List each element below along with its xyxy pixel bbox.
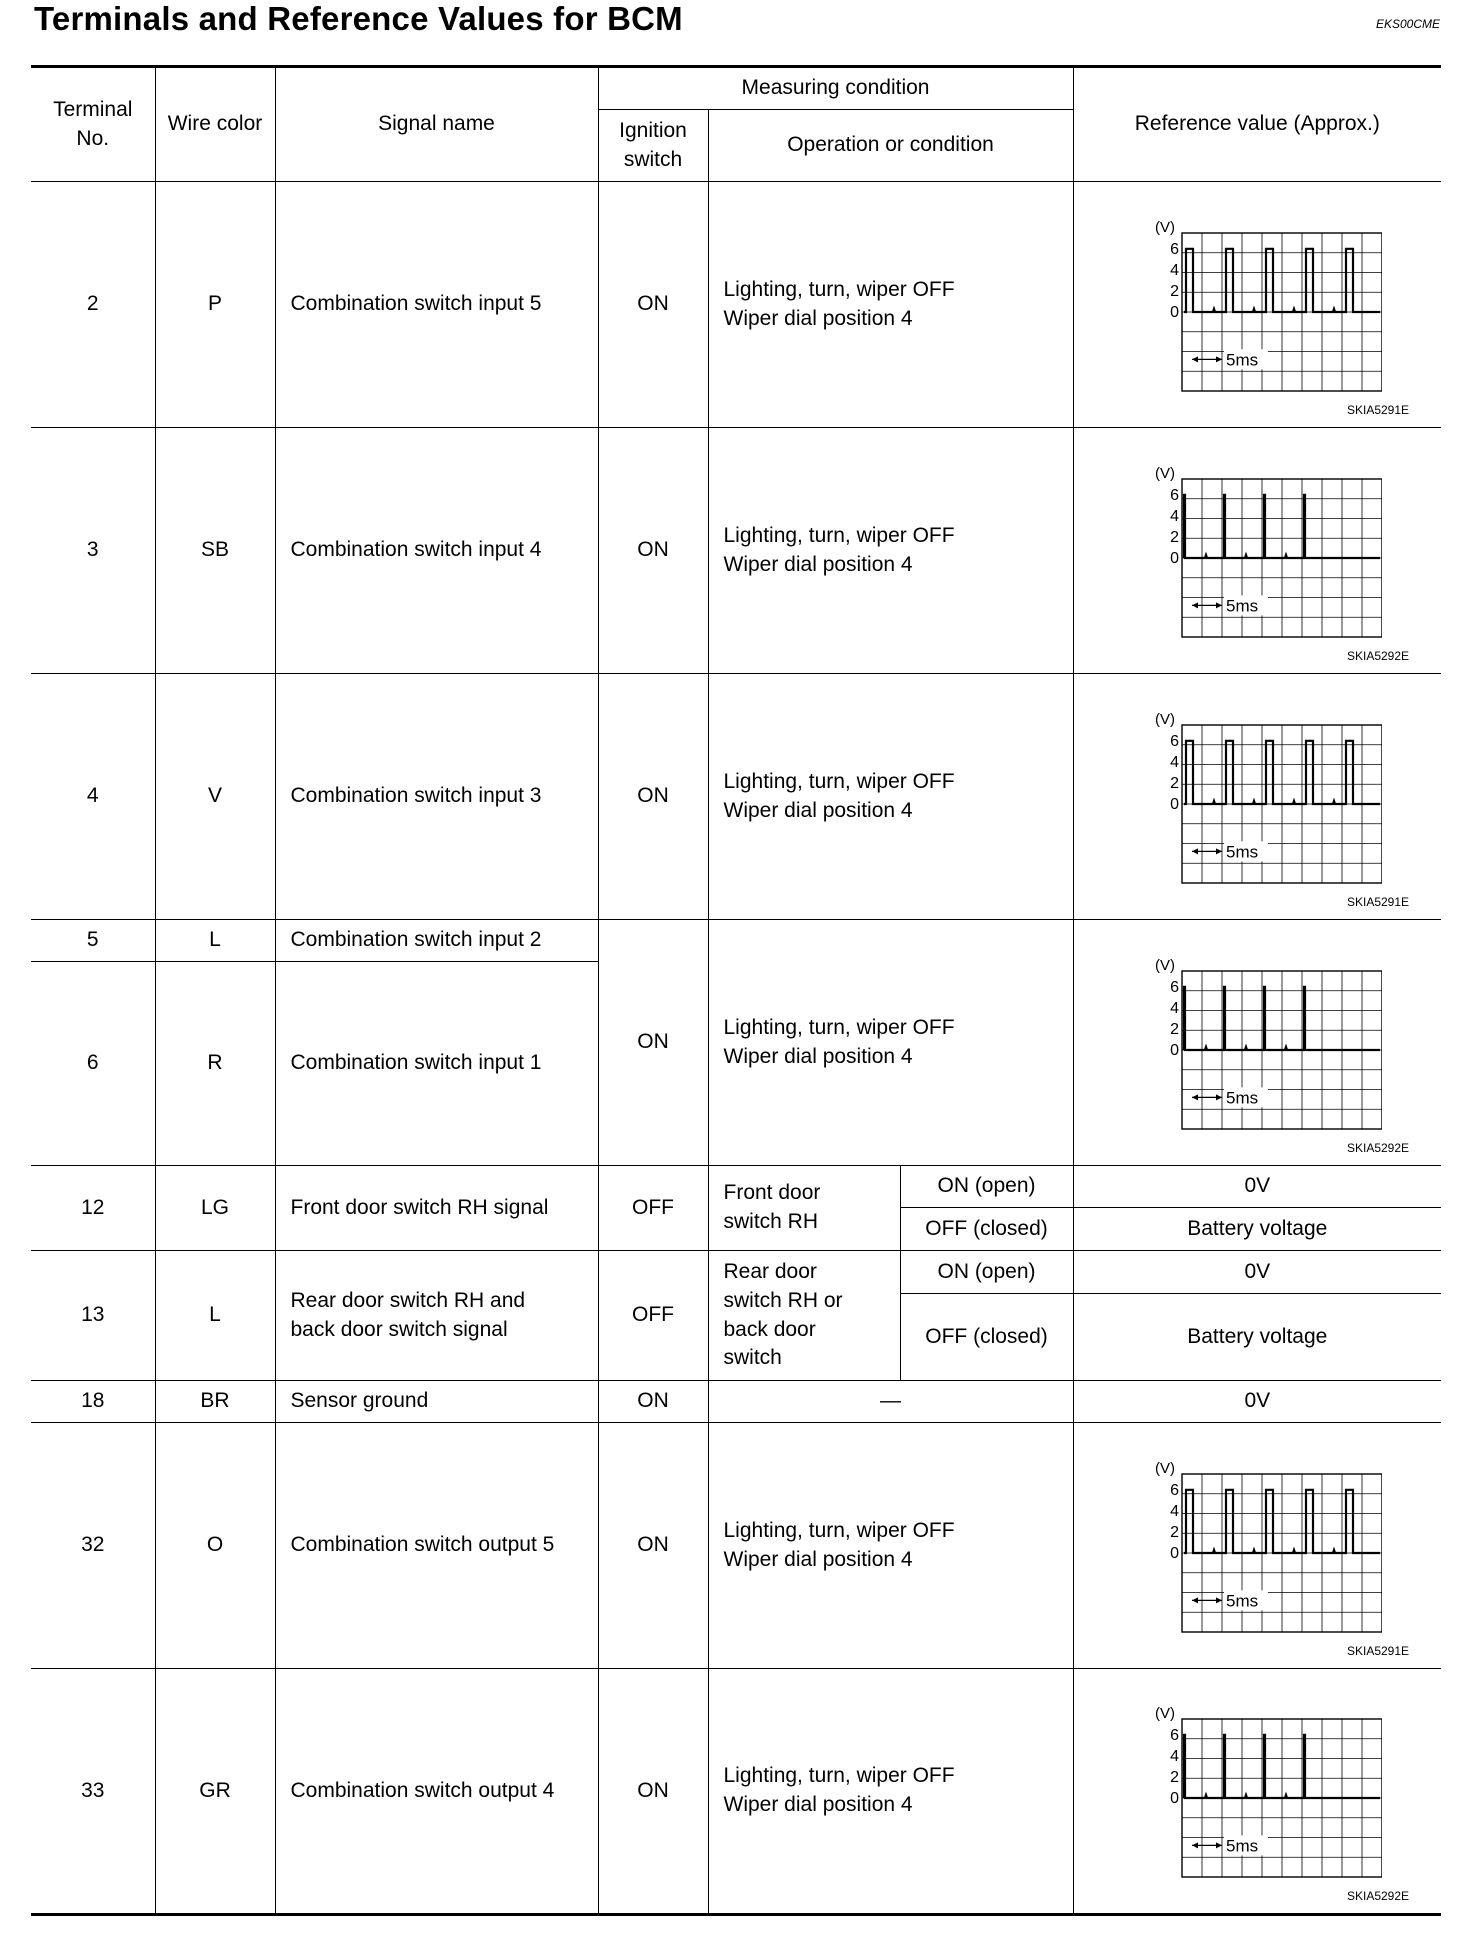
terminal-number: 3: [31, 428, 155, 674]
table-row: [31, 1669, 1441, 1915]
y-tick-label: 2: [1170, 528, 1180, 546]
operation-line: Wiper dial position 4: [723, 306, 913, 330]
switch-name: Front door switch RH: [708, 1166, 900, 1251]
figure-code: SKIA5292E: [1346, 1889, 1410, 1904]
y-tick-label: 4: [1170, 507, 1180, 525]
volt-unit-label: (V): [1155, 1459, 1176, 1477]
y-tick-label: 4: [1170, 999, 1180, 1017]
y-tick-label: 4: [1170, 753, 1180, 771]
header-measuring-condition: Measuring condition: [598, 67, 1073, 110]
switch-name-line: Rear door: [723, 1259, 817, 1283]
arrow-right-icon: [1216, 1094, 1222, 1100]
arrow-right-icon: [1216, 1597, 1222, 1603]
terminal-number: 33: [31, 1669, 155, 1915]
wire-color: GR: [155, 1669, 275, 1915]
table-row: [31, 1166, 1441, 1208]
document-id: EKS00CME: [1375, 17, 1440, 31]
volt-unit-label: (V): [1155, 218, 1176, 236]
signal-name-line: back door switch signal: [290, 1317, 508, 1341]
time-scale-label: 5ms: [1226, 595, 1259, 615]
ignition-switch: ON: [598, 1669, 708, 1915]
switch-name-line: switch: [723, 1346, 782, 1370]
arrow-right-icon: [1216, 356, 1222, 362]
waveform-graph: [1132, 215, 1382, 395]
ignition-switch: ON: [598, 674, 708, 920]
ignition-switch: OFF: [598, 1166, 708, 1251]
table-row: [31, 674, 1441, 920]
bcm-terminals-table: [31, 65, 1441, 1916]
reference-value: 0V: [1073, 1251, 1441, 1294]
wire-color: V: [155, 674, 275, 920]
operation-line: Wiper dial position 4: [723, 1044, 913, 1068]
reference-waveform-cell: [1073, 428, 1441, 674]
waveform-graph: [1132, 707, 1382, 887]
table-row: [31, 1423, 1441, 1669]
operation-line: Wiper dial position 4: [723, 552, 913, 576]
time-scale-label: 5ms: [1226, 349, 1259, 369]
arrow-left-icon: [1192, 1842, 1198, 1848]
signal-name: [275, 1251, 598, 1381]
wire-color: R: [155, 962, 275, 1166]
table-row: [31, 428, 1441, 674]
y-tick-label: 2: [1170, 1020, 1180, 1038]
signal-name-line: Rear door switch RH and: [290, 1288, 526, 1312]
condition-off: OFF (closed): [900, 1294, 1073, 1381]
header-reference-value: Reference value (Approx.): [1073, 67, 1441, 182]
signal-name: Combination switch input 2: [275, 920, 598, 962]
reference-waveform-cell: [1073, 1669, 1441, 1915]
operation-line: Wiper dial position 4: [723, 1547, 913, 1571]
switch-name: [708, 1251, 900, 1381]
header-terminal-no: Terminal No.: [31, 67, 155, 182]
y-tick-label: 4: [1170, 1502, 1180, 1520]
y-tick-label: 0: [1170, 1790, 1180, 1807]
arrow-left-icon: [1192, 356, 1198, 362]
time-scale-label: 5ms: [1226, 841, 1259, 861]
table-row: [31, 920, 1441, 962]
y-tick-label: 6: [1170, 1481, 1180, 1499]
signal-name: Combination switch output 4: [275, 1669, 598, 1915]
arrow-left-icon: [1192, 1094, 1198, 1100]
arrow-right-icon: [1216, 1842, 1222, 1848]
signal-name: Combination switch input 3: [275, 674, 598, 920]
y-tick-label: 6: [1170, 1726, 1180, 1744]
reference-value: Battery voltage: [1073, 1294, 1441, 1381]
signal-name: Combination switch output 5: [275, 1423, 598, 1669]
signal-name: Combination switch input 5: [275, 182, 598, 428]
y-tick-label: 2: [1170, 774, 1180, 792]
ignition-switch: ON: [598, 1381, 708, 1423]
operation-condition: [708, 182, 1073, 428]
arrow-right-icon: [1216, 602, 1222, 608]
header-operation: Operation or condition: [708, 110, 1073, 182]
y-tick-label: 4: [1170, 261, 1180, 279]
volt-unit-label: (V): [1155, 1705, 1176, 1722]
figure-code: SKIA5291E: [1346, 403, 1410, 418]
condition-on: ON (open): [900, 1251, 1073, 1294]
waveform-graph: [1132, 1456, 1382, 1636]
terminal-number: 4: [31, 674, 155, 920]
header-ignition-switch: Ignition switch: [598, 110, 708, 182]
reference-waveform-cell: [1073, 920, 1441, 1166]
y-tick-label: 0: [1170, 1041, 1180, 1059]
waveform-graph: [1132, 953, 1382, 1133]
operation-line: Lighting, turn, wiper OFF: [723, 769, 955, 793]
arrow-left-icon: [1192, 1597, 1198, 1603]
y-tick-label: 0: [1170, 549, 1180, 567]
header-wire-color: Wire color: [155, 67, 275, 182]
ignition-switch: ON: [598, 920, 708, 1166]
ignition-switch: OFF: [598, 1251, 708, 1381]
operation-line: Lighting, turn, wiper OFF: [723, 277, 955, 301]
wire-color: LG: [155, 1166, 275, 1251]
wire-color: L: [155, 1251, 275, 1381]
terminal-number: 5: [31, 920, 155, 962]
switch-name-line: switch RH or: [723, 1288, 843, 1312]
y-tick-label: 0: [1170, 1544, 1180, 1562]
table-row: [31, 1251, 1441, 1294]
waveform-graph: [1132, 1701, 1382, 1881]
figure-code: SKIA5292E: [1346, 1141, 1410, 1156]
y-tick-label: 4: [1170, 1747, 1180, 1765]
figure-code: SKIA5291E: [1346, 895, 1410, 910]
wire-color: L: [155, 920, 275, 962]
y-tick-label: 6: [1170, 732, 1180, 750]
ignition-switch: ON: [598, 428, 708, 674]
y-tick-label: 2: [1170, 282, 1180, 300]
operation-line: Lighting, turn, wiper OFF: [723, 523, 955, 547]
y-tick-label: 0: [1170, 303, 1180, 321]
terminal-number: 32: [31, 1423, 155, 1669]
signal-name: Front door switch RH signal: [275, 1166, 598, 1251]
switch-name-line: back door: [723, 1317, 816, 1341]
operation-line: Wiper dial position 4: [723, 1793, 913, 1816]
arrow-left-icon: [1192, 602, 1198, 608]
table-row: [31, 1381, 1441, 1423]
arrow-right-icon: [1216, 848, 1222, 854]
time-scale-label: 5ms: [1226, 1836, 1259, 1856]
operation-condition: [708, 674, 1073, 920]
reference-waveform-cell: [1073, 674, 1441, 920]
operation-condition: [708, 1381, 1073, 1423]
terminal-number: 18: [31, 1381, 155, 1423]
y-tick-label: 2: [1170, 1768, 1180, 1786]
reference-waveform-cell: [1073, 1423, 1441, 1669]
header-signal-name: Signal name: [275, 67, 598, 182]
operation-line: Lighting, turn, wiper OFF: [723, 1764, 955, 1788]
operation-line: Lighting, turn, wiper OFF: [723, 1015, 955, 1039]
figure-code: SKIA5291E: [1346, 1644, 1410, 1659]
signal-name: Sensor ground: [275, 1381, 598, 1423]
y-tick-label: 6: [1170, 978, 1180, 996]
terminal-number: 12: [31, 1166, 155, 1251]
y-tick-label: 6: [1170, 240, 1180, 258]
y-tick-label: 0: [1170, 795, 1180, 813]
ignition-switch: ON: [598, 182, 708, 428]
reference-value: 0V: [1073, 1166, 1441, 1208]
waveform-graph: [1132, 461, 1382, 641]
time-scale-label: 5ms: [1226, 1087, 1259, 1107]
terminal-number: 6: [31, 962, 155, 1166]
terminal-number: 13: [31, 1251, 155, 1381]
figure-code: SKIA5292E: [1346, 649, 1410, 664]
wire-color: BR: [155, 1381, 275, 1423]
operation-condition: [708, 1423, 1073, 1669]
ignition-switch: ON: [598, 1423, 708, 1669]
volt-unit-label: (V): [1155, 956, 1176, 974]
signal-name: Combination switch input 1: [275, 962, 598, 1166]
operation-condition: [708, 920, 1073, 1166]
reference-value: 0V: [1073, 1381, 1441, 1423]
wire-color: O: [155, 1423, 275, 1669]
terminal-number: 2: [31, 182, 155, 428]
time-scale-label: 5ms: [1226, 1590, 1259, 1610]
wire-color: P: [155, 182, 275, 428]
arrow-left-icon: [1192, 848, 1198, 854]
operation-condition: [708, 428, 1073, 674]
y-tick-label: 6: [1170, 486, 1180, 504]
reference-value: Battery voltage: [1073, 1208, 1441, 1251]
operation-line: Wiper dial position 4: [723, 798, 913, 822]
page-title: Terminals and Reference Values for BCM: [34, 0, 683, 37]
y-tick-label: 2: [1170, 1523, 1180, 1541]
condition-off: OFF (closed): [900, 1208, 1073, 1251]
wire-color: SB: [155, 428, 275, 674]
table-row: [31, 182, 1441, 428]
operation-line: Lighting, turn, wiper OFF: [723, 1518, 955, 1542]
reference-waveform-cell: [1073, 182, 1441, 428]
volt-unit-label: (V): [1155, 464, 1176, 482]
dash-placeholder: —: [880, 1389, 902, 1413]
signal-name: Combination switch input 4: [275, 428, 598, 674]
operation-condition: [708, 1669, 1073, 1915]
volt-unit-label: (V): [1155, 710, 1176, 728]
condition-on: ON (open): [900, 1166, 1073, 1208]
